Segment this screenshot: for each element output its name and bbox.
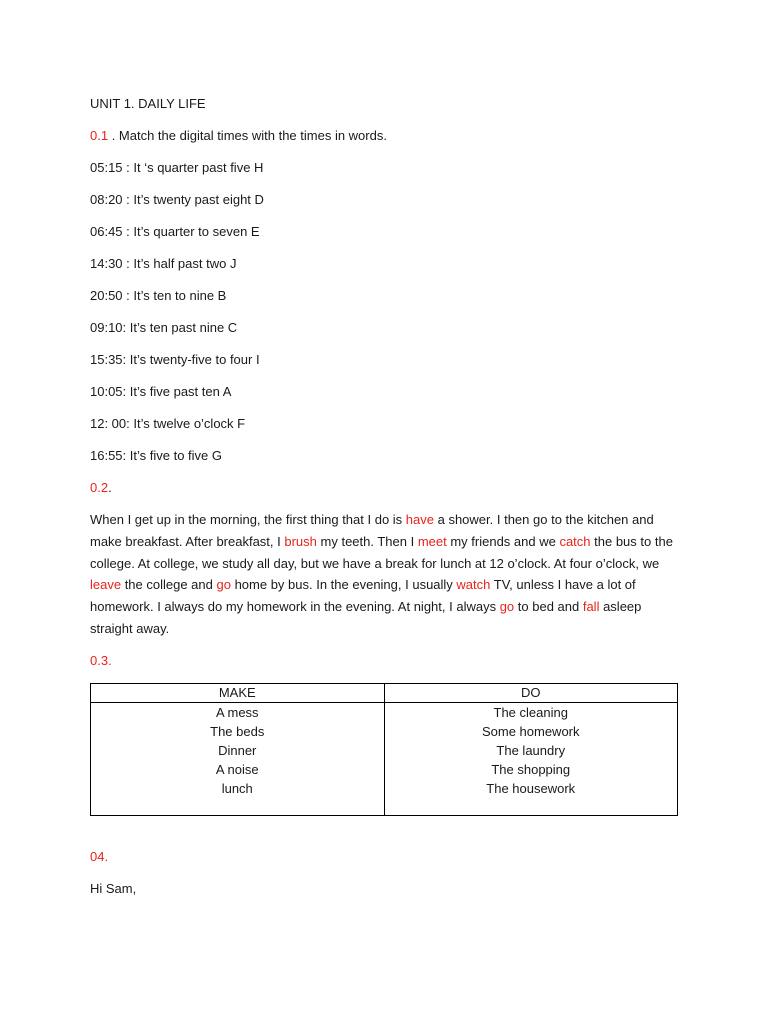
highlighted-verb: watch: [456, 577, 491, 593]
time-answer-line: 16:55: It’s five to five G: [90, 448, 222, 463]
make-item: The beds: [210, 723, 265, 739]
paragraph-text: a shower. I then go to the kitchen and make breakfast. After breakfast, I: [90, 512, 654, 549]
document-page: [90, 93, 678, 900]
letter-greeting: Hi Sam,: [90, 880, 137, 896]
make-item: Dinner: [218, 742, 257, 758]
do-item: The housework: [486, 780, 576, 796]
time-answer-line: 06:45 : It’s quarter to seven E: [90, 224, 260, 239]
highlighted-verb: brush: [284, 533, 317, 549]
make-item: A noise: [215, 761, 259, 777]
daily-routine-paragraph: [90, 509, 678, 640]
highlighted-verb: have: [405, 512, 434, 527]
exercise-3-heading: 0.3.: [90, 652, 112, 668]
make-item: lunch: [221, 780, 253, 796]
paragraph-text: asleep straight away.: [90, 599, 642, 636]
highlighted-verb: meet: [417, 533, 447, 549]
time-answer-line: 05:15 : It ‘s quarter past five H: [90, 160, 264, 175]
paragraph-text: my friends and we: [446, 533, 560, 549]
do-column-header: DO: [384, 683, 678, 702]
highlighted-verb: go: [216, 577, 231, 593]
time-answer-line: 12: 00: It’s twelve o’clock F: [90, 416, 246, 431]
paragraph-text: When I get up in the morning, the first thing that I do is: [90, 512, 406, 527]
paragraph-text: the bus to the college. At college, we study all day, but we have a break for lunch at 12 o’clock. At four o’clock, we: [90, 533, 673, 571]
time-answer-line: 10:05: It’s five past ten A: [90, 384, 232, 399]
paragraph-text: home by bus. In the evening, I usually: [230, 577, 457, 593]
exercise-2-number: 0.2: [90, 480, 109, 495]
time-answer-line: 14:30 : It’s half past two J: [90, 256, 237, 271]
time-answer-line: 15:35: It’s twenty-five to four I: [90, 352, 260, 367]
highlighted-verb: go: [499, 599, 515, 615]
make-column-cell: [91, 702, 385, 815]
do-column-cell: [384, 702, 678, 815]
highlighted-verb: fall: [582, 599, 600, 615]
exercise-1-instruction: . Match the digital times with the times in words.: [108, 128, 387, 143]
paragraph-text: TV, unless I have a lot of homework. I always do my homework in the evening. At night, I always: [90, 577, 636, 615]
do-item: The cleaning: [493, 704, 568, 720]
exercise-4-heading: 04.: [90, 848, 109, 864]
do-item: Some homework: [481, 723, 580, 739]
paragraph-text: the college and: [121, 577, 217, 593]
do-item: The shopping: [491, 761, 571, 777]
exercise-1-heading: [90, 125, 678, 147]
exercise-1-number: 0.1: [90, 128, 109, 143]
time-answer-line: 20:50 : It’s ten to nine B: [90, 288, 227, 303]
make-column-header: MAKE: [91, 683, 385, 702]
unit-title: UNIT 1. DAILY LIFE: [90, 96, 206, 111]
time-answer-line: 09:10: It’s ten past nine C: [90, 320, 238, 335]
exercise-2-number-suffix: .: [108, 480, 112, 495]
paragraph-text: my teeth. Then I: [316, 533, 418, 549]
paragraph-text: to bed and: [514, 599, 583, 615]
highlighted-verb: catch: [559, 533, 591, 549]
exercise-2-heading: [90, 477, 678, 499]
make-item: A mess: [215, 704, 259, 720]
time-answer-line: 08:20 : It’s twenty past eight D: [90, 192, 264, 207]
highlighted-verb: leave: [90, 577, 122, 593]
do-item: The laundry: [496, 742, 566, 758]
make-do-table: [90, 683, 678, 816]
